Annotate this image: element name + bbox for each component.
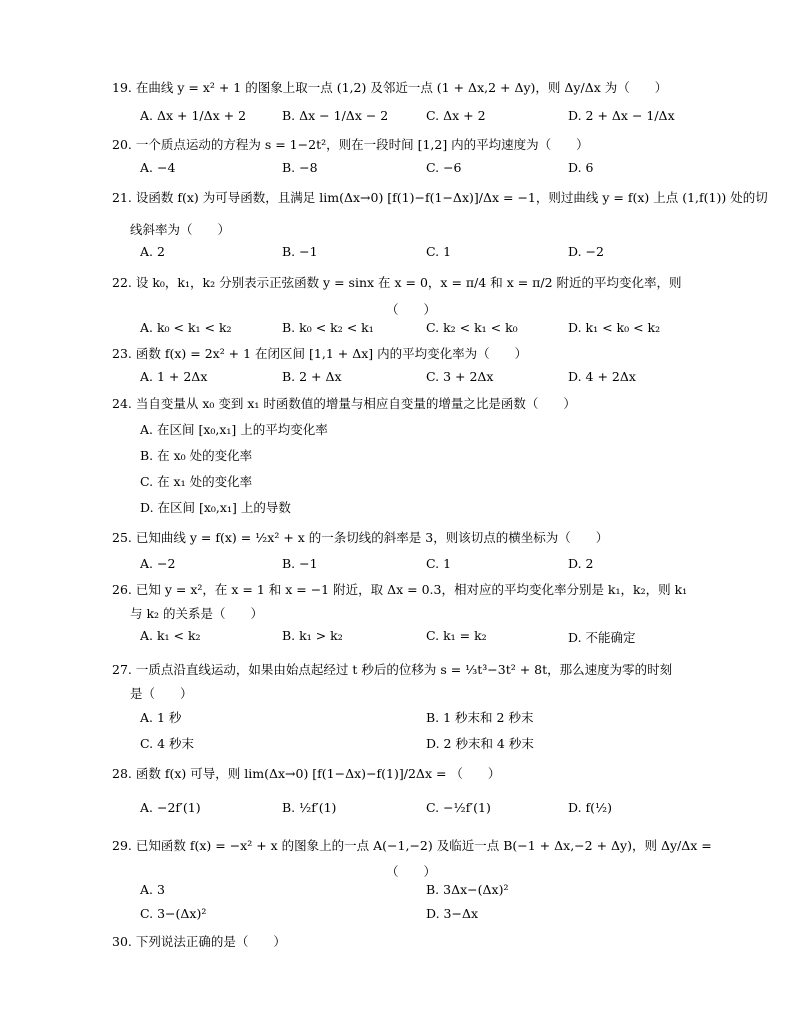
- option-b: B. k₀ < k₂ < k₁: [282, 320, 374, 335]
- option-c: C. k₁ = k₂: [426, 628, 487, 643]
- option-b: B. k₁ > k₂: [282, 628, 343, 643]
- question-stem: 设函数 f(x) 为可导函数，且满足 lim(Δx→0) [f(1)−f(1−Δx)]/Δx = −1，则过曲线 y = f(x) 上点 (1,f(1)) 处的切: [135, 190, 768, 205]
- question-stem: 已知曲线 y = f(x) = ½x² + x 的一条切线的斜率是 3，则该切点的横坐标为（ ）: [135, 530, 609, 545]
- question-stem-continued: （ ）: [386, 302, 437, 317]
- option-a: A. 1 + 2Δx: [140, 369, 208, 384]
- question-number: 25.: [112, 530, 132, 545]
- option-a: A. 在区间 [x₀,x₁] 上的平均变化率: [140, 422, 328, 437]
- option-a: A. 2: [140, 244, 165, 259]
- option-d: D. 6: [568, 160, 594, 175]
- question-stem: 下列说法正确的是（ ）: [135, 934, 286, 949]
- option-d: D. 2 秒末和 4 秒末: [426, 736, 534, 751]
- question-stem: 当自变量从 x₀ 变到 x₁ 时函数值的增量与相应自变量的增量之比是函数（ ）: [135, 396, 576, 411]
- option-d: D. 在区间 [x₀,x₁] 上的导数: [140, 500, 291, 515]
- question-number: 20.: [112, 137, 132, 152]
- question-stem: 设 k₀，k₁，k₂ 分别表示正弦函数 y = sinx 在 x = 0，x = π/4 和 x = π/2 附近的平均变化率，则: [135, 275, 682, 290]
- question-stem: 函数 f(x) = 2x² + 1 在闭区间 [1,1 + Δx] 内的平均变化率为（ ）: [135, 346, 528, 361]
- question-number: 22.: [112, 275, 132, 290]
- option-d: D. 4 + 2Δx: [568, 369, 636, 384]
- question-number: 21.: [112, 190, 132, 205]
- option-c: C. −6: [426, 160, 462, 175]
- option-a: A. 3: [140, 882, 165, 897]
- option-c: C. Δx + 2: [426, 108, 486, 123]
- question-stem: 已知函数 f(x) = −x² + x 的图象上的一点 A(−1,−2) 及临近一点 B(−1 + Δx,−2 + Δy)，则 Δy/Δx =: [135, 838, 712, 853]
- option-c: C. 3−(Δx)²: [140, 906, 207, 921]
- question-number: 29.: [112, 838, 132, 853]
- question-stem-continued: （ ）: [386, 864, 437, 879]
- option-c: C. −½f′(1): [426, 800, 491, 815]
- question-stem: 一个质点运动的方程为 s = 1−2t²，则在一段时间 [1,2] 内的平均速度为（ ）: [135, 137, 589, 152]
- question-stem: 在曲线 y = x² + 1 的图象上取一点 (1,2) 及邻近一点 (1 + Δx,2 + Δy)，则 Δy/Δx 为（ ）: [135, 80, 668, 95]
- option-d: D. f(½): [568, 800, 613, 815]
- option-b: B. Δx − 1/Δx − 2: [282, 108, 389, 123]
- question-23: [112, 346, 712, 362]
- option-d: D. 不能确定: [568, 630, 636, 645]
- option-d: D. 3−Δx: [426, 906, 479, 921]
- question-20: [112, 137, 712, 153]
- option-d: D. 2 + Δx − 1/Δx: [568, 108, 675, 123]
- question-30: [112, 934, 712, 950]
- option-b: B. −8: [282, 160, 318, 175]
- question-28: [112, 766, 712, 782]
- question-number: 28.: [112, 766, 132, 781]
- option-a: A. 1 秒: [140, 710, 182, 725]
- question-number: 30.: [112, 934, 132, 949]
- question-number: 27.: [112, 662, 132, 677]
- option-a: A. k₁ < k₂: [140, 628, 201, 643]
- option-c: C. 1: [426, 556, 452, 571]
- option-a: A. −4: [140, 160, 176, 175]
- option-b: B. ½f′(1): [282, 800, 337, 815]
- option-c: C. 在 x₁ 处的变化率: [140, 474, 253, 489]
- question-stem: 函数 f(x) 可导，则 lim(Δx→0) [f(1−Δx)−f(1)]/2Δx = （ ）: [135, 766, 501, 781]
- question-21: [112, 190, 768, 206]
- option-d: D. 2: [568, 556, 594, 571]
- option-a: A. Δx + 1/Δx + 2: [140, 108, 247, 123]
- question-number: 19.: [112, 80, 132, 95]
- question-stem-continued: 是（ ）: [130, 686, 193, 701]
- question-stem-continued: 与 k₂ 的关系是（ ）: [130, 606, 264, 621]
- option-c: C. k₂ < k₁ < k₀: [426, 320, 518, 335]
- option-b: B. 3Δx−(Δx)²: [426, 882, 509, 897]
- option-d: D. k₁ < k₀ < k₂: [568, 320, 661, 335]
- option-a: A. k₀ < k₁ < k₂: [140, 320, 232, 335]
- option-b: B. 在 x₀ 处的变化率: [140, 448, 253, 463]
- question-24: [112, 396, 712, 412]
- option-c: C. 1: [426, 244, 452, 259]
- option-a: A. −2f′(1): [140, 800, 201, 815]
- option-c: C. 3 + 2Δx: [426, 369, 494, 384]
- option-b: B. −1: [282, 244, 318, 259]
- question-number: 24.: [112, 396, 132, 411]
- question-stem-continued: 线斜率为（ ）: [130, 222, 231, 237]
- option-a: A. −2: [140, 556, 176, 571]
- question-number: 23.: [112, 346, 132, 361]
- option-d: D. −2: [568, 244, 604, 259]
- question-27: [112, 662, 712, 678]
- option-b: B. −1: [282, 556, 318, 571]
- question-number: 26.: [112, 582, 132, 597]
- option-b: B. 1 秒末和 2 秒末: [426, 710, 534, 725]
- question-25: [112, 530, 712, 546]
- option-c: C. 4 秒末: [140, 736, 194, 751]
- question-19: [112, 80, 712, 96]
- question-29: [112, 838, 712, 854]
- question-26: [112, 582, 712, 598]
- question-stem: 一质点沿直线运动，如果由始点起经过 t 秒后的位移为 s = ⅓t³−3t² + 8t，那么速度为零的时刻: [135, 662, 673, 677]
- option-b: B. 2 + Δx: [282, 369, 342, 384]
- question-22: [112, 275, 712, 291]
- question-stem: 已知 y = x²，在 x = 1 和 x = −1 附近，取 Δx = 0.3，相对应的平均变化率分别是 k₁，k₂，则 k₁: [135, 582, 688, 597]
